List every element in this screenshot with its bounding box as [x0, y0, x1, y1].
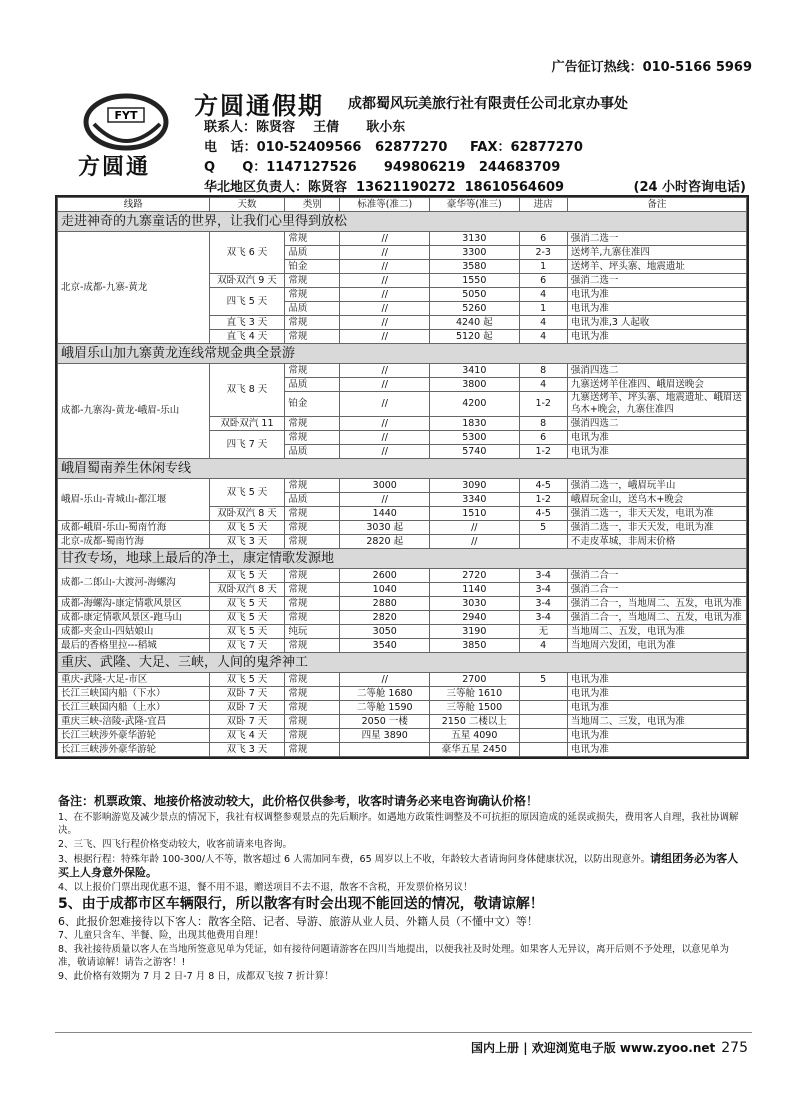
- std-price-cell: //: [340, 431, 430, 445]
- std-price-cell: //: [340, 378, 430, 392]
- type-cell: 常规: [285, 701, 340, 715]
- note-cell: 强消四选二: [567, 364, 746, 378]
- shop-cell: 1: [519, 302, 567, 316]
- note-5: 5、由于成都市区车辆限行，所以散客有时会出现不能回送的情况，敬请谅解！: [58, 896, 544, 912]
- std-price-cell: //: [340, 673, 430, 687]
- type-cell: 品质: [285, 302, 340, 316]
- note-cell: 强消二合一，当地周二、五发，电讯为准: [567, 611, 746, 625]
- shop-cell: [519, 687, 567, 701]
- note-7: 7、儿童只含车、半餐、险，出现其他费用自理！: [58, 930, 264, 941]
- shop-cell: 8: [519, 364, 567, 378]
- section-title: 走进神奇的九寨童话的世界，让我们心里得到放松: [58, 212, 747, 232]
- type-cell: 常规: [285, 274, 340, 288]
- std-price-cell: 1440: [340, 507, 430, 521]
- lux-price-cell: 5260: [430, 302, 520, 316]
- note-cell: 强消四选二: [567, 417, 746, 431]
- note-cell: 九寨送烤羊、坪头寨、地震遗址、峨眉送乌木+晚会，九寨住准四: [567, 392, 746, 417]
- contact-phone: 电 话：010-52409566 62877270 FAX：62877270: [204, 140, 583, 155]
- days-cell: 双飞 5 天: [209, 569, 285, 583]
- type-cell: 常规: [285, 715, 340, 729]
- footer-divider: [55, 1032, 752, 1033]
- days-cell: 双飞 5 天: [209, 521, 285, 535]
- price-table: [55, 195, 749, 759]
- note-cell: 电讯为准: [567, 445, 746, 459]
- shop-cell: 6: [519, 232, 567, 246]
- std-price-cell: //: [340, 417, 430, 431]
- route-cell: 成都-海螺沟-康定情歌风景区: [58, 597, 210, 611]
- std-price-cell: //: [340, 274, 430, 288]
- type-cell: 常规: [285, 687, 340, 701]
- shop-cell: 3-4: [519, 583, 567, 597]
- std-price-cell: //: [340, 445, 430, 459]
- type-cell: 常规: [285, 232, 340, 246]
- type-cell: 常规: [285, 507, 340, 521]
- region-manager: 华北地区负责人：陈贤容 13621190272 18610564609: [204, 180, 565, 195]
- days-cell: 双卧 7 天: [209, 715, 285, 729]
- table-row: [58, 639, 747, 653]
- lux-price-cell: 4200: [430, 392, 520, 417]
- days-cell: 双卧双汽 8 天: [209, 583, 285, 597]
- std-price-cell: 3540: [340, 639, 430, 653]
- shop-cell: [519, 701, 567, 715]
- col-type: 类别: [285, 198, 340, 212]
- note-cell: 强消二合一，当地周二、五发，电讯为准: [567, 597, 746, 611]
- section-header: [58, 549, 747, 569]
- lux-price-cell: 1140: [430, 583, 520, 597]
- note-cell: 当地周二、五发，电讯为准: [567, 625, 746, 639]
- days-cell: 双飞 5 天: [209, 611, 285, 625]
- type-cell: 常规: [285, 743, 340, 757]
- section-title: 甘孜专场，地球上最后的净土，康定情歌发源地: [58, 549, 747, 569]
- shop-cell: 1-2: [519, 445, 567, 459]
- note-cell: 强消二选一，峨眉玩半山: [567, 479, 746, 493]
- route-cell: 长江三峡国内船（下水）: [58, 687, 210, 701]
- shop-cell: 1-2: [519, 493, 567, 507]
- lux-price-cell: 5120 起: [430, 330, 520, 344]
- type-cell: 常规: [285, 569, 340, 583]
- page-footer: [471, 1039, 748, 1056]
- type-cell: 铂金: [285, 392, 340, 417]
- brand-title: 方圆通假期: [194, 91, 324, 120]
- lux-price-cell: 5300: [430, 431, 520, 445]
- shop-cell: [519, 743, 567, 757]
- lux-price-cell: //: [430, 535, 520, 549]
- contact-qq: Q Q：1147127526 949806219 244683709: [204, 160, 561, 175]
- std-price-cell: //: [340, 260, 430, 274]
- days-cell: 双飞 5 天: [209, 625, 285, 639]
- days-cell: 双卧 7 天: [209, 687, 285, 701]
- col-days: 天数: [209, 198, 285, 212]
- type-cell: 常规: [285, 535, 340, 549]
- shop-cell: 4-5: [519, 479, 567, 493]
- lux-price-cell: 2700: [430, 673, 520, 687]
- lux-price-cell: 5050: [430, 288, 520, 302]
- days-cell: 双飞 5 天: [209, 597, 285, 611]
- shop-cell: 8: [519, 417, 567, 431]
- type-cell: 常规: [285, 639, 340, 653]
- type-cell: 常规: [285, 330, 340, 344]
- shop-cell: 6: [519, 431, 567, 445]
- type-cell: 品质: [285, 246, 340, 260]
- route-cell: 成都-夹金山-四姑娘山: [58, 625, 210, 639]
- shop-cell: 2-3: [519, 246, 567, 260]
- note-cell: 电讯为准,3 人起收: [567, 316, 746, 330]
- std-price-cell: 四星 3890: [340, 729, 430, 743]
- note-8: 8、我社接待质量以客人在当地所签意见单为凭证，如有接待问题请游客在四川当地提出，以便我社及时处理。如果客人无异议，离开后则不予处理，以意见单为准，敬请谅解！请告之游客！!: [58, 944, 730, 968]
- note-cell: 电讯为准: [567, 729, 746, 743]
- route-cell: 北京-成都-九寨-黄龙: [58, 232, 210, 344]
- route-cell: 重庆-武隆-大足-市区: [58, 673, 210, 687]
- note-3-emphasis: 请组团务必为客人买上人身意外保险。: [58, 852, 739, 879]
- std-price-cell: //: [340, 364, 430, 378]
- route-cell: 长江三峡国内船（上水）: [58, 701, 210, 715]
- notes-heading: 备注：机票政策、地接价格波动较大，此价格仅供参考，收客时请务必来电咨询确认价格！: [58, 794, 539, 808]
- table-row: [58, 364, 747, 378]
- note-4: 4、以上报价门票出现优惠不退，餐不用不退，赠送项目不去不退，散客不含税，开发票价格另议！: [58, 882, 473, 893]
- std-price-cell: 2820 起: [340, 535, 430, 549]
- note-cell: 送烤羊、坪头寨、地震遗址: [567, 260, 746, 274]
- note-cell: 当地周六发团，电讯为准: [567, 639, 746, 653]
- lux-price-cell: 豪华五星 2450: [430, 743, 520, 757]
- days-cell: 双飞 7 天: [209, 639, 285, 653]
- table-row: [58, 701, 747, 715]
- note-cell: 电讯为准: [567, 288, 746, 302]
- type-cell: 常规: [285, 611, 340, 625]
- col-luxury: 豪华等(准三): [430, 198, 520, 212]
- route-cell: 北京-成都-蜀南竹海: [58, 535, 210, 549]
- section-header: [58, 212, 747, 232]
- type-cell: 常规: [285, 288, 340, 302]
- section-title: 峨眉乐山加九寨黄龙连线常规金典全景游: [58, 344, 747, 364]
- note-9: 9、此价格有效期为 7 月 2 日-7 月 8 日，成都双飞按 7 折计算！: [58, 971, 334, 982]
- lux-price-cell: 3410: [430, 364, 520, 378]
- lux-price-cell: 3850: [430, 639, 520, 653]
- note-cell: 强消二选一，非天天发，电讯为准: [567, 507, 746, 521]
- note-cell: 强消二选一，非天天发，电讯为准: [567, 521, 746, 535]
- lux-price-cell: 三等舱 1500: [430, 701, 520, 715]
- route-cell: 成都-二郎山-大渡河-海螺沟: [58, 569, 210, 597]
- lux-price-cell: 五星 4090: [430, 729, 520, 743]
- days-cell: 双飞 6 天: [209, 232, 285, 274]
- table-row: [58, 687, 747, 701]
- shop-cell: 6: [519, 274, 567, 288]
- lux-price-cell: 3300: [430, 246, 520, 260]
- std-price-cell: 2050 一楼: [340, 715, 430, 729]
- note-6: 6、此报价恕难接待以下客人：散客全陪、记者、导游、旅游从业人员、外籍人员（不懂中文）等！: [58, 915, 538, 928]
- lux-price-cell: 2150 二楼以上: [430, 715, 520, 729]
- lux-price-cell: 3580: [430, 260, 520, 274]
- table-row: [58, 479, 747, 493]
- note-3: [58, 852, 748, 880]
- route-cell: 长江三峡涉外豪华游轮: [58, 743, 210, 757]
- table-row: [58, 535, 747, 549]
- section-header: [58, 344, 747, 364]
- table-row: [58, 521, 747, 535]
- shop-cell: 4: [519, 639, 567, 653]
- std-price-cell: //: [340, 302, 430, 316]
- days-cell: 双卧双汽 11: [209, 417, 285, 431]
- logo-badge: FYT: [114, 109, 138, 122]
- std-price-cell: 2820: [340, 611, 430, 625]
- table-row: [58, 597, 747, 611]
- std-price-cell: 2600: [340, 569, 430, 583]
- route-cell: 成都-康定情歌风景区-跑马山: [58, 611, 210, 625]
- type-cell: 常规: [285, 316, 340, 330]
- lux-price-cell: //: [430, 521, 520, 535]
- route-cell: 成都-九寨沟-黄龙-峨眉-乐山: [58, 364, 210, 459]
- lux-price-cell: 3090: [430, 479, 520, 493]
- days-cell: 双卧双汽 9 天: [209, 274, 285, 288]
- days-cell: 四飞 7 天: [209, 431, 285, 459]
- std-price-cell: 3030 起: [340, 521, 430, 535]
- note-cell: 当地周二、三发，电讯为准: [567, 715, 746, 729]
- note-cell: 电讯为准: [567, 431, 746, 445]
- shop-cell: 5: [519, 673, 567, 687]
- table-row: [58, 715, 747, 729]
- lux-price-cell: 2720: [430, 569, 520, 583]
- std-price-cell: //: [340, 246, 430, 260]
- type-cell: 常规: [285, 673, 340, 687]
- table-row: [58, 743, 747, 757]
- std-price-cell: //: [340, 232, 430, 246]
- type-cell: 纯玩: [285, 625, 340, 639]
- lux-price-cell: 3190: [430, 625, 520, 639]
- route-cell: 最后的香格里拉---稻城: [58, 639, 210, 653]
- notes-section: [58, 795, 748, 984]
- type-cell: 常规: [285, 729, 340, 743]
- lux-price-cell: 5740: [430, 445, 520, 459]
- route-cell: 重庆三峡-涪陵-武隆-宜昌: [58, 715, 210, 729]
- lux-price-cell: 3800: [430, 378, 520, 392]
- col-notes: 备注: [567, 198, 746, 212]
- std-price-cell: 3050: [340, 625, 430, 639]
- lux-price-cell: 3130: [430, 232, 520, 246]
- shop-cell: 3-4: [519, 611, 567, 625]
- type-cell: 品质: [285, 493, 340, 507]
- std-price-cell: //: [340, 316, 430, 330]
- std-price-cell: 1040: [340, 583, 430, 597]
- shop-cell: 1-2: [519, 392, 567, 417]
- days-cell: 双飞 3 天: [209, 535, 285, 549]
- type-cell: 常规: [285, 417, 340, 431]
- std-price-cell: 2880: [340, 597, 430, 611]
- shop-cell: [519, 715, 567, 729]
- note-cell: 九寨送烤羊住准四、峨眉送晚会: [567, 378, 746, 392]
- days-cell: 双飞 4 天: [209, 729, 285, 743]
- shop-cell: [519, 535, 567, 549]
- section-header: [58, 459, 747, 479]
- shop-cell: 4: [519, 316, 567, 330]
- route-cell: 长江三峡涉外豪华游轮: [58, 729, 210, 743]
- type-cell: 常规: [285, 583, 340, 597]
- days-cell: 直飞 4 天: [209, 330, 285, 344]
- type-cell: 常规: [285, 364, 340, 378]
- lux-price-cell: 1510: [430, 507, 520, 521]
- note-cell: 峨眉玩金山，送乌木+晚会: [567, 493, 746, 507]
- shop-cell: 无: [519, 625, 567, 639]
- route-cell: 成都-峨眉-乐山-蜀南竹海: [58, 521, 210, 535]
- std-price-cell: //: [340, 330, 430, 344]
- days-cell: 双飞 3 天: [209, 743, 285, 757]
- type-cell: 品质: [285, 378, 340, 392]
- shop-cell: 1: [519, 260, 567, 274]
- table-row: [58, 729, 747, 743]
- note-2: 2、三飞、四飞行程价格变动较大，收客前请来电咨询。: [58, 839, 293, 850]
- days-cell: 双飞 8 天: [209, 364, 285, 417]
- days-cell: 双卧 7 天: [209, 701, 285, 715]
- note-cell: 强消二选一: [567, 232, 746, 246]
- footer-text: 国内上册 | 欢迎浏览电子版 www.zyoo.net: [471, 1041, 716, 1055]
- route-cell: 峨眉-乐山-青城山-都江堰: [58, 479, 210, 521]
- lux-price-cell: 4240 起: [430, 316, 520, 330]
- std-price-cell: //: [340, 288, 430, 302]
- contact-persons: 联系人：陈贤容 王倩 耿小东: [204, 120, 406, 135]
- col-shops: 进店: [519, 198, 567, 212]
- lux-price-cell: 3030: [430, 597, 520, 611]
- col-standard: 标准等(准二): [340, 198, 430, 212]
- days-cell: 双卧双汽 8 天: [209, 507, 285, 521]
- note-cell: 电讯为准: [567, 687, 746, 701]
- page-number: 275: [721, 1040, 748, 1056]
- shop-cell: 4: [519, 330, 567, 344]
- note-1: 1、在不影响游览及减少景点的情况下，我社有权调整参观景点的先后顺序。如遇地方政策性调整及不可抗拒的原因造成的延误或损失，费用客人自理，我社协调解决。: [58, 812, 739, 836]
- lux-price-cell: 3340: [430, 493, 520, 507]
- table-row: [58, 569, 747, 583]
- section-header: [58, 653, 747, 673]
- days-cell: 双飞 5 天: [209, 479, 285, 507]
- type-cell: 常规: [285, 479, 340, 493]
- table-row: [58, 232, 747, 246]
- note-cell: 电讯为准: [567, 673, 746, 687]
- note-cell: 电讯为准: [567, 330, 746, 344]
- section-title: 重庆、武隆、大足、三峡，人间的鬼斧神工: [58, 653, 747, 673]
- note-cell: 强消二选一: [567, 274, 746, 288]
- days-cell: 直飞 3 天: [209, 316, 285, 330]
- lux-price-cell: 1550: [430, 274, 520, 288]
- lux-price-cell: 三等舱 1610: [430, 687, 520, 701]
- type-cell: 常规: [285, 431, 340, 445]
- shop-cell: 4: [519, 288, 567, 302]
- logo-text: 方圆通: [78, 154, 151, 180]
- shop-cell: 3-4: [519, 569, 567, 583]
- lux-price-cell: 1830: [430, 417, 520, 431]
- table-row: [58, 611, 747, 625]
- ad-hotline: 广告征订热线：010-5166 5969: [551, 60, 752, 75]
- note-3-text: 3、根据行程：特殊年龄 100-300/人不等，散客超过 6 人需加同车费，65 周岁以上不收，年龄较大者请询问身体健康状况，以防出现意外。: [58, 854, 651, 865]
- shop-cell: 5: [519, 521, 567, 535]
- company-name: 成都蜀风玩美旅行社有限责任公司北京办事处: [348, 96, 628, 112]
- std-price-cell: //: [340, 392, 430, 417]
- lux-price-cell: 2940: [430, 611, 520, 625]
- std-price-cell: [340, 743, 430, 757]
- shop-cell: 4: [519, 378, 567, 392]
- std-price-cell: 二等舱 1680: [340, 687, 430, 701]
- note-cell: 电讯为准: [567, 302, 746, 316]
- shop-cell: 3-4: [519, 597, 567, 611]
- shop-cell: [519, 729, 567, 743]
- note-cell: 不走皮革城，非周末价格: [567, 535, 746, 549]
- type-cell: 品质: [285, 445, 340, 459]
- shop-cell: 4-5: [519, 507, 567, 521]
- table-header-row: [58, 198, 747, 212]
- std-price-cell: 3000: [340, 479, 430, 493]
- days-cell: 四飞 5 天: [209, 288, 285, 316]
- note-cell: 电讯为准: [567, 743, 746, 757]
- table-row: [58, 673, 747, 687]
- days-cell: 双飞 5 天: [209, 673, 285, 687]
- table-row: [58, 625, 747, 639]
- col-route: 线路: [58, 198, 210, 212]
- type-cell: 常规: [285, 521, 340, 535]
- std-price-cell: 二等舱 1590: [340, 701, 430, 715]
- note-cell: 强消二合一: [567, 569, 746, 583]
- section-title: 峨眉蜀南养生休闲专线: [58, 459, 747, 479]
- type-cell: 铂金: [285, 260, 340, 274]
- std-price-cell: //: [340, 493, 430, 507]
- hotline-24h: (24 小时咨询电话): [633, 180, 746, 195]
- type-cell: 常规: [285, 597, 340, 611]
- note-cell: 强消二合一: [567, 583, 746, 597]
- note-cell: 送烤羊,九寨住准四: [567, 246, 746, 260]
- note-cell: 电讯为准: [567, 701, 746, 715]
